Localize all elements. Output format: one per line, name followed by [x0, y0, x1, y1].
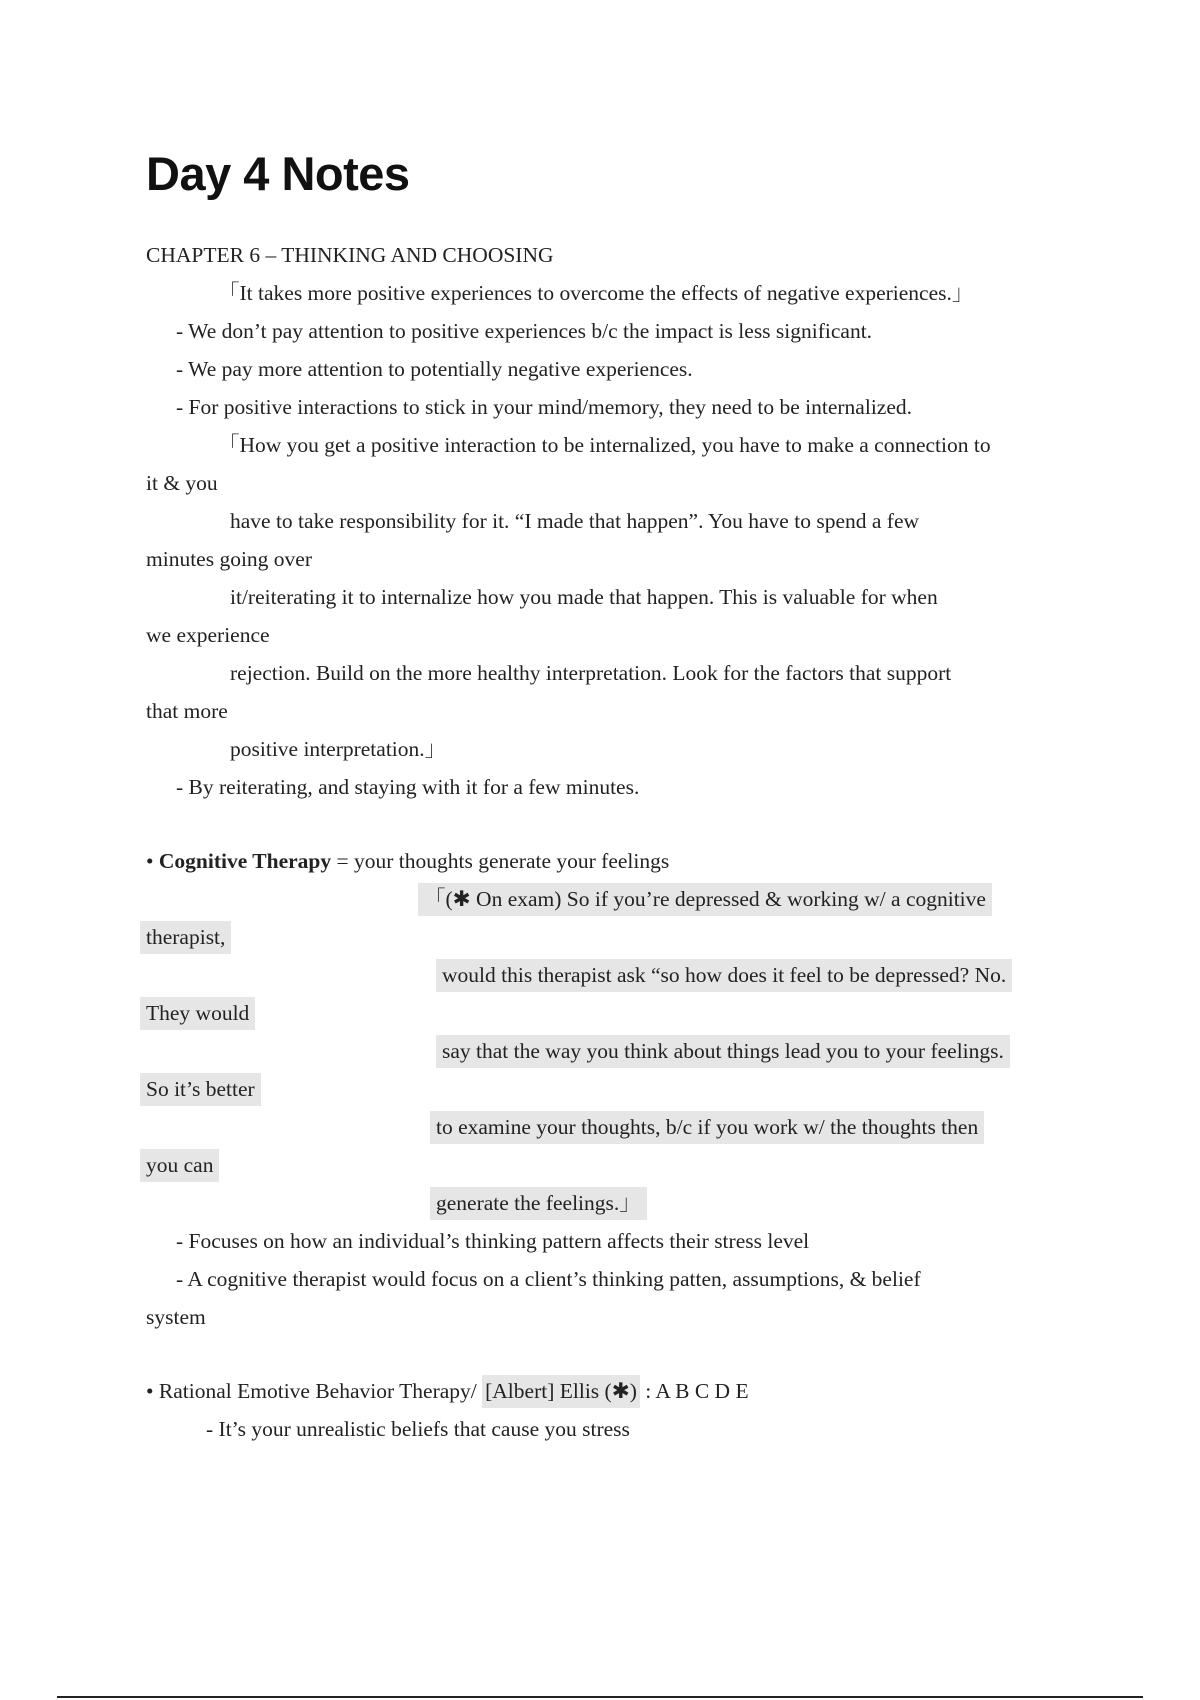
page-title: Day 4 Notes	[146, 147, 410, 200]
quote-line: it/reiterating it to internalize how you made that happen. This is valuable for when	[230, 585, 938, 609]
note-line: - For positive interactions to stick in your mind/memory, they need to be internalized.	[176, 395, 913, 419]
note-line: - We pay more attention to potentially negative experiences.	[176, 357, 693, 381]
highlighted-exam-note: would this therapist ask “so how does it feel to be depressed? No.	[436, 959, 1012, 992]
highlighted-exam-note: generate the feelings.」	[430, 1187, 647, 1220]
wrap-line: that more	[146, 699, 228, 723]
highlighted-ellis: [Albert] Ellis (✱)	[482, 1375, 640, 1408]
wrap-line: we experience	[146, 623, 270, 647]
bullet: •	[146, 849, 159, 873]
term-definition: = your thoughts generate your feelings	[331, 849, 670, 873]
note-line: - Focuses on how an individual’s thinking pattern affects their stress level	[176, 1229, 810, 1253]
quote-line: have to take responsibility for it. “I made that happen”. You have to spend a few	[230, 509, 920, 533]
quote-line: rejection. Build on the more healthy interpretation. Look for the factors that support	[230, 661, 952, 685]
quote-line: 「How you get a positive interaction to be internalized, you have to make a connection to	[218, 433, 991, 457]
highlighted-exam-note: 「(✱ On exam) So if you’re depressed & working w/ a cognitive	[418, 883, 992, 916]
note-line: - We don’t pay attention to positive experiences b/c the impact is less significant.	[176, 319, 873, 343]
quote-line: 「It takes more positive experiences to overcome the effects of negative experiences.」	[218, 281, 974, 305]
quote-line: positive interpretation.」	[230, 737, 447, 761]
highlighted-exam-note: say that the way you think about things lead you to your feelings.	[436, 1035, 1010, 1068]
abcde-label: : A B C D E	[639, 1379, 749, 1403]
highlighted-exam-note: So it’s better	[140, 1073, 261, 1106]
highlighted-exam-note: therapist,	[140, 921, 231, 954]
wrap-line: minutes going over	[146, 547, 313, 571]
highlighted-exam-note: They would	[140, 997, 255, 1030]
rebt-bullet	[146, 1376, 749, 1406]
rebt-label: • Rational Emotive Behavior Therapy/	[146, 1379, 483, 1403]
chapter-heading: CHAPTER 6 – THINKING AND CHOOSING	[146, 243, 554, 267]
wrap-line: it & you	[146, 471, 218, 495]
note-line: - By reiterating, and staying with it for a few minutes.	[176, 775, 640, 799]
note-line: - It’s your unrealistic beliefs that cause you stress	[206, 1417, 630, 1441]
cognitive-therapy-bullet	[146, 846, 669, 876]
bottom-divider	[57, 1696, 1143, 1698]
highlighted-exam-note: to examine your thoughts, b/c if you work w/ the thoughts then	[430, 1111, 984, 1144]
wrap-line: system	[146, 1305, 206, 1329]
highlighted-exam-note: you can	[140, 1149, 219, 1182]
note-line: - A cognitive therapist would focus on a client’s thinking patten, assumptions, & belief	[176, 1267, 921, 1291]
term-cognitive-therapy: Cognitive Therapy	[158, 849, 332, 873]
